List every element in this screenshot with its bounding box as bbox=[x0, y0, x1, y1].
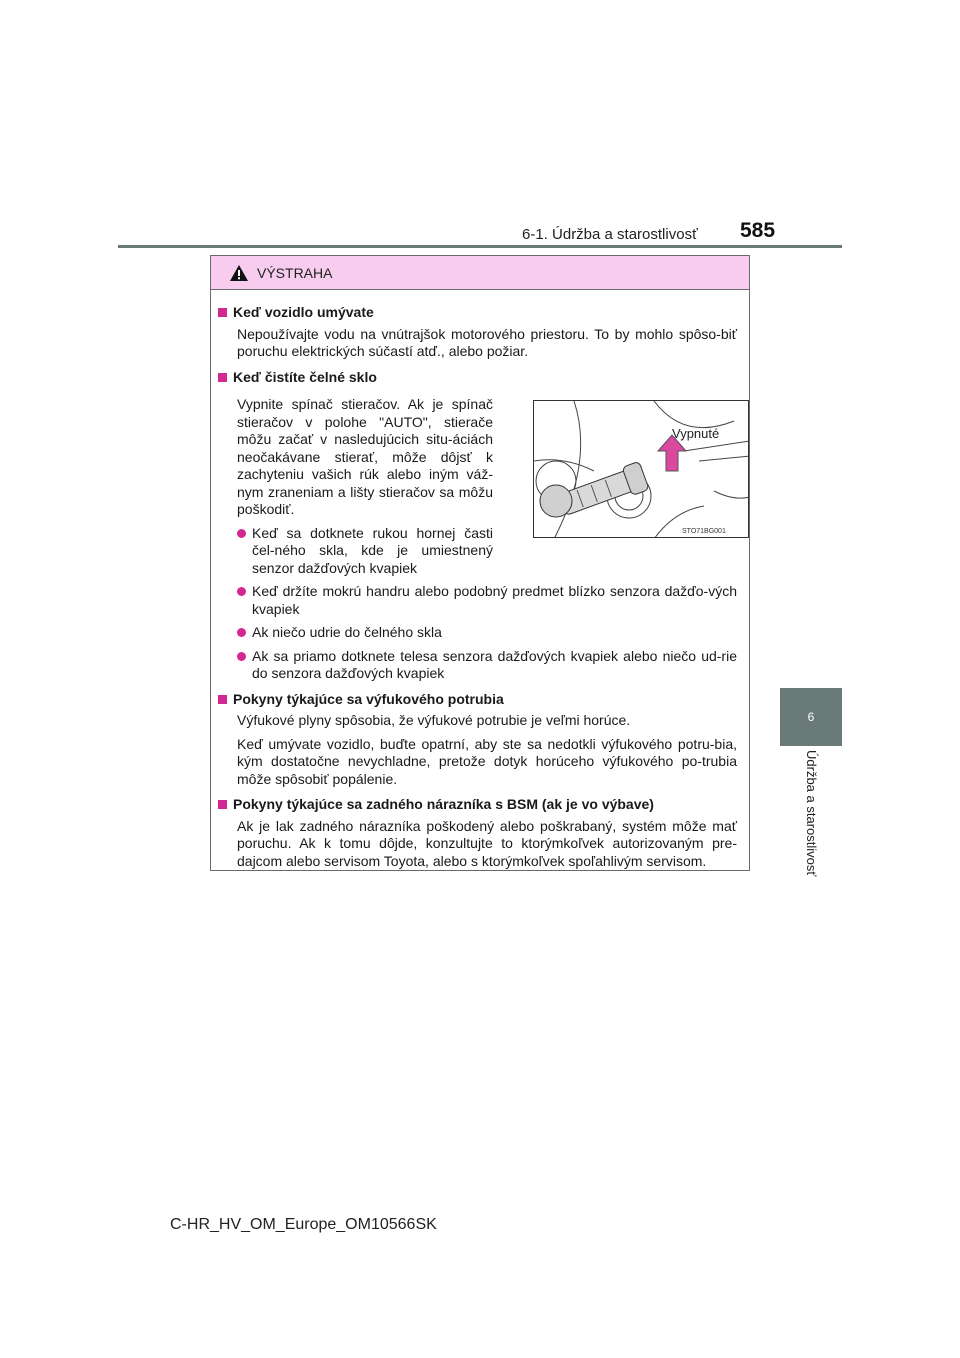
bullet-text: Ak niečo udrie do čelného skla bbox=[252, 624, 442, 640]
wiper-switch-figure bbox=[533, 400, 749, 538]
section-title-text: Keď vozidlo umývate bbox=[233, 304, 374, 320]
section-title-text: Keď čistíte čelné sklo bbox=[233, 368, 377, 385]
section-title-wash bbox=[218, 304, 737, 322]
round-bullet-icon bbox=[237, 587, 246, 596]
bullet-text: Keď sa dotknete rukou hornej časti čel-ného skla, kde je umiestnený senzor dažďových kvapiek bbox=[252, 524, 493, 576]
wiper-switch-illustration bbox=[534, 401, 749, 538]
bullet-item bbox=[237, 583, 737, 618]
bullet-item bbox=[237, 648, 737, 683]
bullet-item bbox=[237, 624, 737, 642]
section-title-bumper bbox=[218, 796, 737, 814]
header-rule bbox=[118, 245, 842, 248]
section-title-text: Pokyny týkajúce sa výfukového potrubia bbox=[233, 690, 504, 707]
section-title-windshield bbox=[218, 369, 737, 387]
bullet-item bbox=[237, 525, 493, 578]
section-title-exhaust bbox=[218, 691, 737, 709]
square-bullet-icon bbox=[218, 695, 227, 704]
bullet-text: Keď držíte mokrú handru alebo podobný predmet blízko senzora dažďo-vých kvapiek bbox=[252, 583, 737, 617]
bullet-text: Ak sa priamo dotknete telesa senzora dažďových kvapiek alebo niečo ud-rie do senzora dažďových kvapiek bbox=[252, 647, 737, 681]
page-number: 585 bbox=[740, 219, 776, 242]
section-text-bumper: Ak je lak zadného nárazníka poškodený alebo poškrabaný, systém môže mať poruchu. Ak k tomu dôjde, konzultujte to ktorýmkoľvek autorizovaným pre-dajcom alebo servisom Toyota, alebo s ktorýmkoľvek spoľahlivým servisom. bbox=[237, 817, 737, 869]
section-text-exhaust-2: Keď umývate vozidlo, buďte opatrní, aby ste sa nedotkli výfukového potru-bia, kým dostatočne nevychladne, pretože dotyk horúceho výfukového po-trubia môže spôsobiť popálenie. bbox=[237, 735, 737, 787]
round-bullet-icon bbox=[237, 652, 246, 661]
square-bullet-icon bbox=[218, 373, 227, 382]
section-text-wash: Nepoužívajte vodu na vnútrajšok motorového priestoru. To by mohlo spôso-biť poruchu elektrických súčastí atď., alebo požiar. bbox=[237, 325, 737, 359]
section-text-exhaust-1: Výfukové plyny spôsobia, že výfukové potrubie je veľmi horúce. bbox=[237, 712, 631, 728]
warning-title: VÝSTRAHA bbox=[257, 264, 333, 281]
windshield-left-column bbox=[218, 396, 493, 577]
side-tab-label: Údržba a starostlivosť bbox=[804, 750, 819, 877]
warning-body bbox=[211, 290, 749, 870]
round-bullet-icon bbox=[237, 628, 246, 637]
figure-label: Vypnuté bbox=[672, 426, 720, 441]
side-tab-number: 6 bbox=[780, 688, 842, 746]
square-bullet-icon bbox=[218, 308, 227, 317]
windshield-intro: Vypnite spínač stieračov. Ak je spínač stieračov v polohe "AUTO", stierače môžu začať v nasledujúcich situ-áciách neočakávane stierať, môže dôjsť k zachyteniu vašich rúk alebo iným váž-nym zraneniam a lišty stieračov sa môžu poškodiť. bbox=[237, 396, 493, 517]
footer-document-code: C-HR_HV_OM_Europe_OM10566SK bbox=[170, 1216, 437, 1233]
section-title-text: Pokyny týkajúce sa zadného nárazníka s BSM (ak je vo výbave) bbox=[233, 796, 654, 812]
windshield-content bbox=[218, 396, 737, 577]
warning-header bbox=[211, 256, 749, 290]
round-bullet-icon bbox=[237, 529, 246, 538]
header-section-title: 6-1. Údržba a starostlivosť bbox=[522, 226, 698, 243]
warning-triangle-icon bbox=[229, 264, 249, 282]
square-bullet-icon bbox=[218, 800, 227, 809]
warning-box bbox=[210, 255, 750, 871]
figure-code: STO71BG001 bbox=[682, 528, 726, 535]
